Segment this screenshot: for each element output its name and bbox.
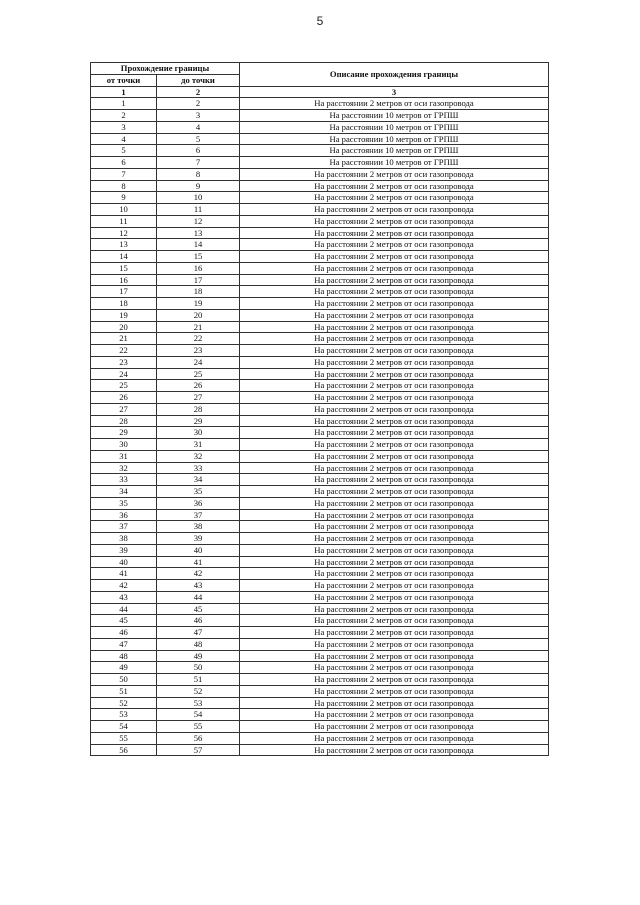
table-row	[91, 732, 549, 744]
cell-description: На расстоянии 10 метров от ГРПШ	[240, 157, 549, 169]
cell-description: На расстоянии 2 метров от оси газопровода	[240, 286, 549, 298]
cell-to: 29	[157, 415, 240, 427]
cell-to: 12	[157, 215, 240, 227]
cell-to: 2	[157, 98, 240, 110]
cell-description: На расстоянии 2 метров от оси газопровода	[240, 486, 549, 498]
cell-to: 21	[157, 321, 240, 333]
cell-to: 52	[157, 685, 240, 697]
cell-to: 47	[157, 627, 240, 639]
cell-from: 24	[91, 368, 157, 380]
cell-description: На расстоянии 2 метров от оси газопровода	[240, 509, 549, 521]
cell-to: 6	[157, 145, 240, 157]
table-row	[91, 333, 549, 345]
cell-from: 10	[91, 204, 157, 216]
table-row	[91, 157, 549, 169]
cell-description: На расстоянии 2 метров от оси газопровода	[240, 392, 549, 404]
cell-description: На расстоянии 2 метров от оси газопровода	[240, 721, 549, 733]
cell-to: 15	[157, 251, 240, 263]
table-row	[91, 168, 549, 180]
cell-from: 30	[91, 439, 157, 451]
cell-description: На расстоянии 2 метров от оси газопровода	[240, 368, 549, 380]
cell-description: На расстоянии 2 метров от оси газопровода	[240, 697, 549, 709]
cell-from: 35	[91, 497, 157, 509]
table-row	[91, 298, 549, 310]
cell-description: На расстоянии 2 метров от оси газопровода	[240, 580, 549, 592]
table-row	[91, 509, 549, 521]
cell-to: 3	[157, 110, 240, 122]
cell-from: 26	[91, 392, 157, 404]
table-row	[91, 286, 549, 298]
cell-to: 4	[157, 121, 240, 133]
table-row	[91, 650, 549, 662]
cell-from: 13	[91, 239, 157, 251]
table-row	[91, 439, 549, 451]
table-row	[91, 345, 549, 357]
cell-description: На расстоянии 2 метров от оси газопровода	[240, 568, 549, 580]
cell-description: На расстоянии 2 метров от оси газопровода	[240, 298, 549, 310]
cell-description: На расстоянии 2 метров от оси газопровода	[240, 732, 549, 744]
cell-to: 23	[157, 345, 240, 357]
cell-to: 48	[157, 638, 240, 650]
cell-to: 45	[157, 603, 240, 615]
cell-description: На расстоянии 2 метров от оси газопровода	[240, 709, 549, 721]
cell-description: На расстоянии 2 метров от оси газопровода	[240, 168, 549, 180]
cell-from: 9	[91, 192, 157, 204]
cell-to: 41	[157, 556, 240, 568]
cell-from: 21	[91, 333, 157, 345]
cell-to: 37	[157, 509, 240, 521]
cell-description: На расстоянии 10 метров от ГРПШ	[240, 121, 549, 133]
cell-description: На расстоянии 2 метров от оси газопровода	[240, 615, 549, 627]
table-row	[91, 427, 549, 439]
cell-description: На расстоянии 2 метров от оси газопровода	[240, 497, 549, 509]
cell-from: 5	[91, 145, 157, 157]
cell-from: 43	[91, 591, 157, 603]
cell-to: 57	[157, 744, 240, 756]
cell-description: На расстоянии 2 метров от оси газопровода	[240, 227, 549, 239]
cell-from: 1	[91, 98, 157, 110]
cell-description: На расстоянии 2 метров от оси газопровода	[240, 533, 549, 545]
cell-to: 40	[157, 544, 240, 556]
table-row	[91, 380, 549, 392]
cell-description: На расстоянии 2 метров от оси газопровода	[240, 403, 549, 415]
table-row	[91, 403, 549, 415]
cell-to: 35	[157, 486, 240, 498]
cell-from: 48	[91, 650, 157, 662]
table-row	[91, 110, 549, 122]
table-row	[91, 251, 549, 263]
cell-description: На расстоянии 2 метров от оси газопровода	[240, 262, 549, 274]
cell-to: 14	[157, 239, 240, 251]
cell-to: 26	[157, 380, 240, 392]
cell-description: На расстоянии 2 метров от оси газопровода	[240, 685, 549, 697]
cell-from: 19	[91, 309, 157, 321]
cell-to: 7	[157, 157, 240, 169]
cell-description: На расстоянии 10 метров от ГРПШ	[240, 110, 549, 122]
table-row	[91, 544, 549, 556]
cell-to: 30	[157, 427, 240, 439]
cell-description: На расстоянии 2 метров от оси газопровода	[240, 662, 549, 674]
cell-description: На расстоянии 2 метров от оси газопровода	[240, 204, 549, 216]
col-header-to: до точки	[157, 74, 240, 86]
table-row	[91, 709, 549, 721]
table-row	[91, 321, 549, 333]
cell-from: 36	[91, 509, 157, 521]
cell-to: 49	[157, 650, 240, 662]
table-row	[91, 356, 549, 368]
table-row	[91, 697, 549, 709]
table-row	[91, 497, 549, 509]
table-row	[91, 392, 549, 404]
cell-to: 13	[157, 227, 240, 239]
cell-from: 47	[91, 638, 157, 650]
cell-to: 34	[157, 474, 240, 486]
table-row	[91, 415, 549, 427]
page-number: 5	[316, 14, 324, 28]
cell-from: 14	[91, 251, 157, 263]
cell-from: 23	[91, 356, 157, 368]
cell-from: 51	[91, 685, 157, 697]
cell-to: 16	[157, 262, 240, 274]
cell-description: На расстоянии 2 метров от оси газопровода	[240, 251, 549, 263]
table-header	[91, 63, 549, 98]
cell-to: 50	[157, 662, 240, 674]
cell-from: 56	[91, 744, 157, 756]
table-row	[91, 215, 549, 227]
cell-description: На расстоянии 2 метров от оси газопровода	[240, 439, 549, 451]
cell-from: 7	[91, 168, 157, 180]
table-row	[91, 121, 549, 133]
cell-from: 38	[91, 533, 157, 545]
boundary-table	[90, 62, 549, 756]
cell-description: На расстоянии 2 метров от оси газопровода	[240, 415, 549, 427]
table-row	[91, 462, 549, 474]
cell-description: На расстоянии 2 метров от оси газопровода	[240, 674, 549, 686]
cell-from: 49	[91, 662, 157, 674]
cell-from: 34	[91, 486, 157, 498]
table-row	[91, 192, 549, 204]
cell-description: На расстоянии 2 метров от оси газопровода	[240, 274, 549, 286]
cell-to: 53	[157, 697, 240, 709]
group-header: Прохождение границы	[91, 63, 240, 75]
cell-from: 18	[91, 298, 157, 310]
table-row	[91, 204, 549, 216]
cell-from: 53	[91, 709, 157, 721]
cell-from: 31	[91, 450, 157, 462]
cell-description: На расстоянии 2 метров от оси газопровода	[240, 98, 549, 110]
cell-to: 22	[157, 333, 240, 345]
cell-from: 41	[91, 568, 157, 580]
cell-from: 3	[91, 121, 157, 133]
cell-description: На расстоянии 2 метров от оси газопровода	[240, 321, 549, 333]
table-row	[91, 662, 549, 674]
cell-to: 18	[157, 286, 240, 298]
table-row	[91, 580, 549, 592]
cell-description: На расстоянии 2 метров от оси газопровода	[240, 462, 549, 474]
table-row	[91, 685, 549, 697]
cell-to: 9	[157, 180, 240, 192]
cell-to: 19	[157, 298, 240, 310]
cell-description: На расстоянии 2 метров от оси газопровода	[240, 638, 549, 650]
table-row	[91, 474, 549, 486]
cell-description: На расстоянии 10 метров от ГРПШ	[240, 145, 549, 157]
col-number-description: 3	[240, 86, 549, 98]
col-header-description: Описание прохождения границы	[240, 63, 549, 87]
cell-to: 54	[157, 709, 240, 721]
cell-to: 33	[157, 462, 240, 474]
cell-from: 16	[91, 274, 157, 286]
table-row	[91, 533, 549, 545]
cell-description: На расстоянии 2 метров от оси газопровода	[240, 474, 549, 486]
cell-from: 52	[91, 697, 157, 709]
cell-to: 11	[157, 204, 240, 216]
cell-to: 36	[157, 497, 240, 509]
table-row	[91, 180, 549, 192]
cell-to: 51	[157, 674, 240, 686]
table-row	[91, 227, 549, 239]
cell-to: 24	[157, 356, 240, 368]
cell-to: 44	[157, 591, 240, 603]
table-row	[91, 591, 549, 603]
cell-to: 56	[157, 732, 240, 744]
cell-description: На расстоянии 2 метров от оси газопровода	[240, 309, 549, 321]
col-number-to: 2	[157, 86, 240, 98]
cell-from: 39	[91, 544, 157, 556]
table-row	[91, 568, 549, 580]
cell-description: На расстоянии 2 метров от оси газопровода	[240, 556, 549, 568]
cell-to: 28	[157, 403, 240, 415]
cell-from: 40	[91, 556, 157, 568]
cell-to: 17	[157, 274, 240, 286]
cell-from: 29	[91, 427, 157, 439]
cell-from: 27	[91, 403, 157, 415]
table-row	[91, 368, 549, 380]
cell-to: 31	[157, 439, 240, 451]
table-row	[91, 556, 549, 568]
table-row	[91, 486, 549, 498]
cell-from: 33	[91, 474, 157, 486]
cell-from: 55	[91, 732, 157, 744]
table-row	[91, 615, 549, 627]
cell-from: 50	[91, 674, 157, 686]
cell-description: На расстоянии 2 метров от оси газопровода	[240, 356, 549, 368]
table-row	[91, 239, 549, 251]
col-number-from: 1	[91, 86, 157, 98]
cell-from: 44	[91, 603, 157, 615]
table-row	[91, 274, 549, 286]
cell-to: 42	[157, 568, 240, 580]
cell-from: 45	[91, 615, 157, 627]
cell-to: 39	[157, 533, 240, 545]
cell-description: На расстоянии 2 метров от оси газопровода	[240, 603, 549, 615]
cell-from: 6	[91, 157, 157, 169]
cell-from: 37	[91, 521, 157, 533]
table-row	[91, 744, 549, 756]
cell-from: 8	[91, 180, 157, 192]
cell-description: На расстоянии 2 метров от оси газопровода	[240, 192, 549, 204]
cell-from: 17	[91, 286, 157, 298]
cell-from: 32	[91, 462, 157, 474]
cell-to: 43	[157, 580, 240, 592]
table-row	[91, 521, 549, 533]
table-row	[91, 262, 549, 274]
cell-description: На расстоянии 2 метров от оси газопровода	[240, 650, 549, 662]
col-header-from: от точки	[91, 74, 157, 86]
cell-from: 54	[91, 721, 157, 733]
table-row	[91, 603, 549, 615]
table-row	[91, 309, 549, 321]
cell-to: 55	[157, 721, 240, 733]
cell-to: 20	[157, 309, 240, 321]
cell-from: 28	[91, 415, 157, 427]
cell-to: 25	[157, 368, 240, 380]
cell-to: 27	[157, 392, 240, 404]
cell-description: На расстоянии 2 метров от оси газопровода	[240, 345, 549, 357]
cell-to: 32	[157, 450, 240, 462]
table-row	[91, 638, 549, 650]
cell-description: На расстоянии 2 метров от оси газопровода	[240, 627, 549, 639]
cell-description: На расстоянии 2 метров от оси газопровода	[240, 380, 549, 392]
cell-description: На расстоянии 2 метров от оси газопровода	[240, 591, 549, 603]
cell-to: 38	[157, 521, 240, 533]
table-row	[91, 98, 549, 110]
cell-description: На расстоянии 2 метров от оси газопровода	[240, 333, 549, 345]
cell-description: На расстоянии 2 метров от оси газопровода	[240, 427, 549, 439]
cell-description: На расстоянии 2 метров от оси газопровода	[240, 744, 549, 756]
table-row	[91, 627, 549, 639]
cell-to: 46	[157, 615, 240, 627]
cell-description: На расстоянии 2 метров от оси газопровода	[240, 239, 549, 251]
table-body	[91, 98, 549, 756]
cell-from: 12	[91, 227, 157, 239]
cell-from: 46	[91, 627, 157, 639]
table-row	[91, 133, 549, 145]
cell-from: 15	[91, 262, 157, 274]
table-row	[91, 450, 549, 462]
cell-from: 22	[91, 345, 157, 357]
table-row	[91, 721, 549, 733]
cell-from: 2	[91, 110, 157, 122]
cell-description: На расстоянии 2 метров от оси газопровода	[240, 180, 549, 192]
cell-from: 25	[91, 380, 157, 392]
cell-from: 20	[91, 321, 157, 333]
table-row	[91, 674, 549, 686]
cell-to: 10	[157, 192, 240, 204]
cell-description: На расстоянии 10 метров от ГРПШ	[240, 133, 549, 145]
cell-description: На расстоянии 2 метров от оси газопровода	[240, 521, 549, 533]
cell-from: 11	[91, 215, 157, 227]
table-row	[91, 145, 549, 157]
cell-description: На расстоянии 2 метров от оси газопровода	[240, 450, 549, 462]
cell-description: На расстоянии 2 метров от оси газопровода	[240, 215, 549, 227]
cell-description: На расстоянии 2 метров от оси газопровода	[240, 544, 549, 556]
cell-to: 5	[157, 133, 240, 145]
cell-to: 8	[157, 168, 240, 180]
cell-from: 42	[91, 580, 157, 592]
cell-from: 4	[91, 133, 157, 145]
